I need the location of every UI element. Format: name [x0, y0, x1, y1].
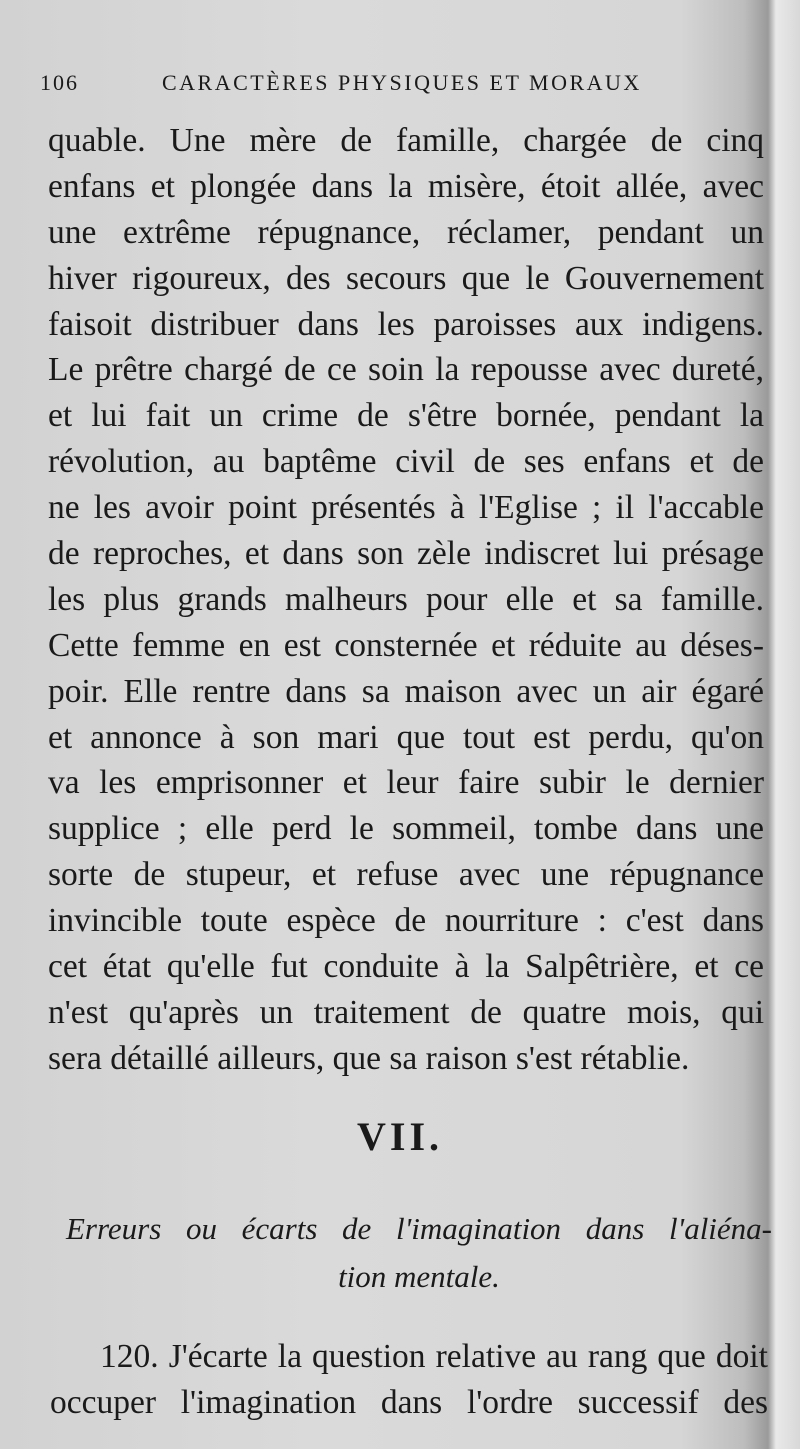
- section-title: [66, 1205, 772, 1301]
- next-paragraph: [50, 1334, 768, 1426]
- running-head-title: CARACTÈRES PHYSIQUES ET MORAUX: [162, 70, 642, 95]
- text-line: va les emprisonner et leur faire subir le dernier: [48, 764, 764, 802]
- text-line: Cette femme en est consternée et réduite au déses-: [48, 626, 764, 664]
- text-line: faisoit distribuer dans les paroisses aux indigens.: [48, 305, 764, 343]
- text-line: et annonce à son mari que tout est perdu, qu'on: [48, 718, 764, 756]
- text-line: et lui fait un crime de s'être bornée, pendant la: [48, 397, 764, 435]
- text-line: poir. Elle rentre dans sa maison avec un air égaré: [48, 672, 764, 710]
- text-line: cet état qu'elle fut conduite à la Salpêtrière, et ce: [48, 948, 764, 986]
- text-line: quable. Une mère de famille, chargée de cinq: [48, 122, 764, 159]
- text-line: Le prêtre chargé de ce soin la repousse avec dureté,: [48, 351, 764, 389]
- section-title-line: Erreurs ou écarts de l'imagination dans l'aliéna-: [66, 1211, 772, 1246]
- text-line: 120. J'écarte la question relative au rang que doit: [100, 1338, 768, 1375]
- running-head: [40, 70, 760, 106]
- section-number: VII.: [356, 1114, 444, 1159]
- text-line: sera détaillé ailleurs, que sa raison s'est rétablie.: [48, 1039, 690, 1077]
- text-line: de reproches, et dans son zèle indiscret lui présage: [48, 535, 764, 573]
- text-line: enfans et plongée dans la misère, étoit allée, avec: [48, 167, 764, 205]
- text-line: supplice ; elle perd le sommeil, tombe dans une: [48, 810, 764, 848]
- text-line: hiver rigoureux, des secours que le Gouvernement: [48, 259, 764, 297]
- text-line: sorte de stupeur, et refuse avec une répugnance: [48, 856, 764, 894]
- section-title-line: tion mentale.: [338, 1259, 500, 1294]
- text-line: les plus grands malheurs pour elle et sa famille.: [48, 580, 764, 618]
- page-number: 106: [40, 70, 79, 95]
- text-line: ne les avoir point présentés à l'Eglise ; il l'accable: [48, 489, 764, 527]
- text-line: n'est qu'après un traitement de quatre mois, qui: [48, 993, 764, 1031]
- text-line: une extrême répugnance, réclamer, pendant un: [48, 213, 764, 251]
- text-line: révolution, au baptême civil de ses enfans et de: [48, 443, 764, 481]
- text-line: invincible toute espèce de nourriture : c'est dans: [48, 902, 764, 940]
- main-paragraph: [48, 118, 764, 1082]
- text-line: occuper l'imagination dans l'ordre successif des: [50, 1383, 768, 1421]
